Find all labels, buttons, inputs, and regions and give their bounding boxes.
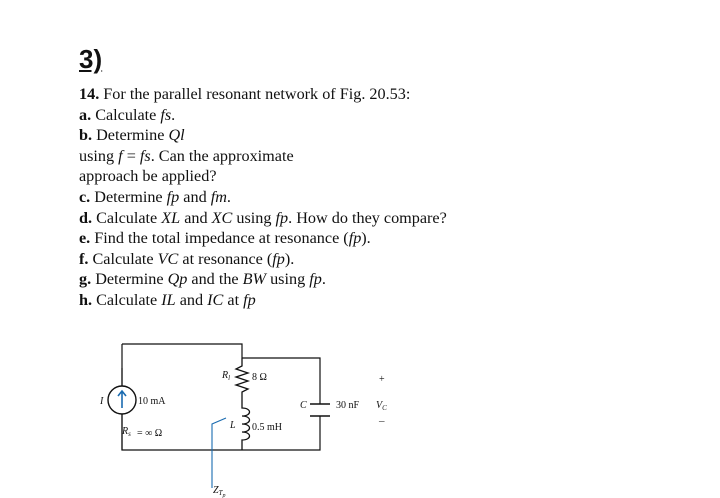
rs-value: = ∞ Ω bbox=[137, 428, 163, 439]
c-value: 30 nF bbox=[336, 400, 360, 411]
rl-resistor-symbol bbox=[236, 358, 248, 402]
c-label: C bbox=[300, 400, 307, 411]
part-d: d. Calculate XL and XC using fp. How do they compare? bbox=[79, 208, 447, 227]
l-value: 0.5 mH bbox=[252, 422, 282, 433]
part-e: e. Find the total impedance at resonance (fp). bbox=[79, 229, 371, 248]
top-wire bbox=[122, 344, 242, 358]
source-value-label: 10 mA bbox=[138, 396, 166, 407]
part-a: a. Calculate fs. bbox=[79, 105, 176, 124]
part-f: f. Calculate VC at resonance (fp). bbox=[79, 249, 295, 268]
problem-stem: 14. For the parallel resonant network of Fig. 20.53: bbox=[79, 85, 411, 103]
vc-plus: + bbox=[379, 374, 385, 385]
rs-label: $R_s$ bbox=[122, 426, 131, 438]
rl-label: $R_l$ bbox=[222, 370, 231, 382]
zt-arrow-icon bbox=[212, 418, 226, 488]
zt-label: $Z_{Tp}$ bbox=[213, 485, 226, 498]
inductor-symbol bbox=[242, 402, 250, 450]
source-symbol-label: I bbox=[100, 396, 104, 407]
circuit-diagram bbox=[80, 338, 420, 498]
part-b-continued: using f = fs. Can the approximate bbox=[79, 146, 294, 165]
part-g: g. Determine Qp and the BW using fp. bbox=[79, 270, 326, 289]
rl-value: 8 Ω bbox=[252, 372, 267, 383]
question-text bbox=[79, 84, 447, 311]
part-b: b. Determine Ql bbox=[79, 126, 185, 145]
l-label: L bbox=[230, 420, 236, 431]
vc-minus: – bbox=[379, 415, 385, 427]
part-c: c. Determine fp and fm. bbox=[79, 187, 231, 206]
part-h: h. Calculate IL and IC at fp bbox=[79, 290, 256, 309]
vc-label: $V_C$ bbox=[376, 400, 387, 412]
part-b-continued-2: approach be applied? bbox=[79, 167, 217, 186]
capacitor-symbol bbox=[310, 404, 330, 416]
question-number-heading: 3) bbox=[79, 44, 103, 74]
